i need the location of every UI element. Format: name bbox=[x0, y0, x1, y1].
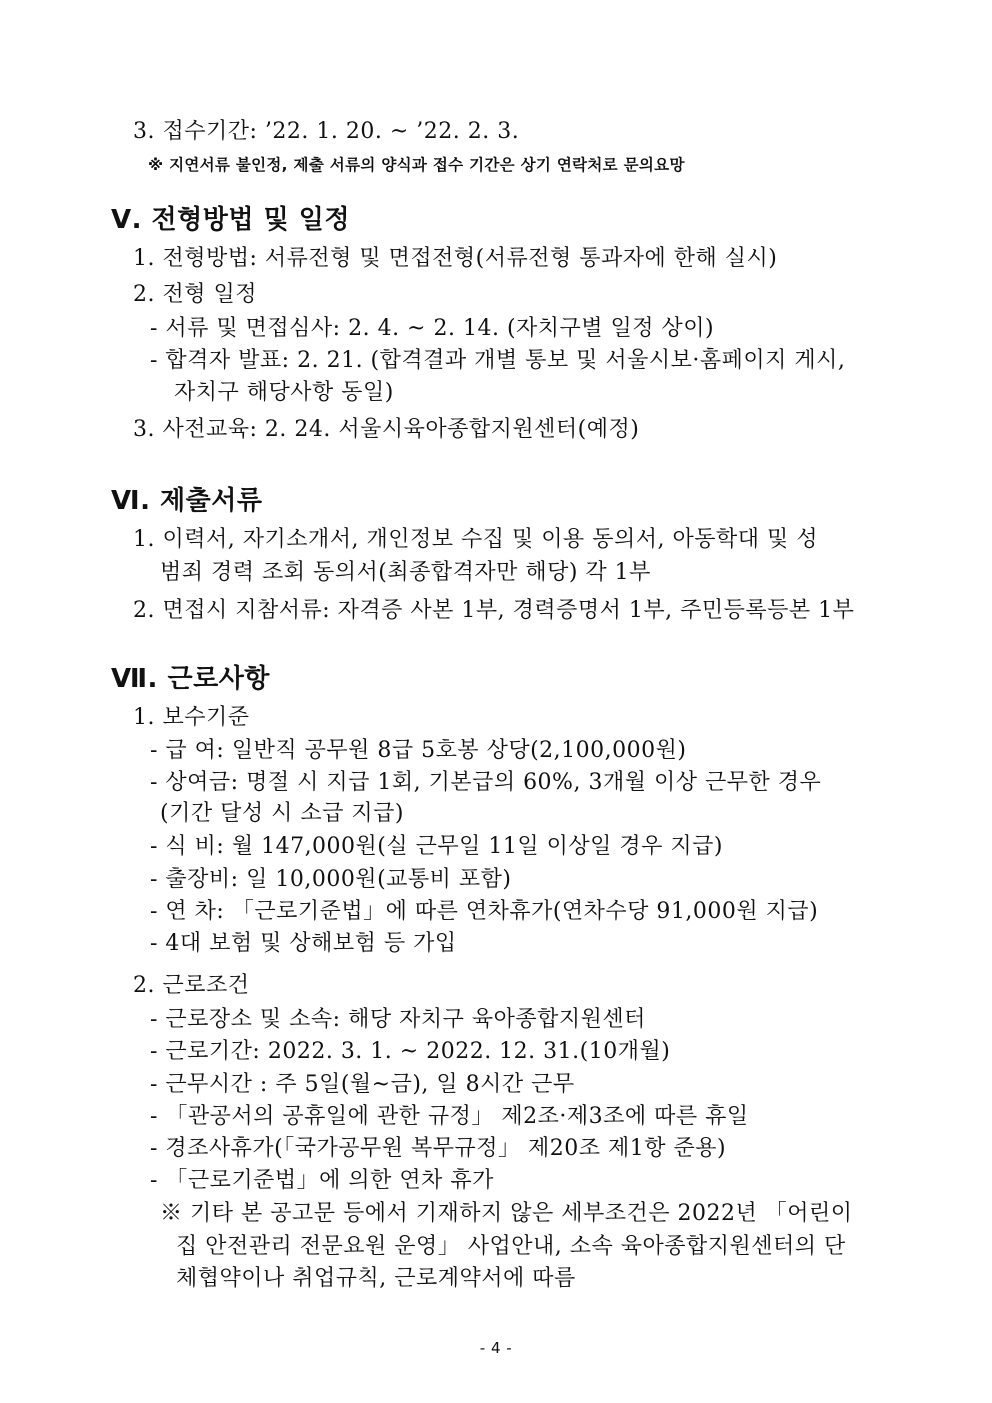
cond-hours: - 근무시간 : 주 5일(월~금), 일 8시간 근무 bbox=[150, 1072, 575, 1097]
section5-sub2-line2: 자치구 해당사항 동일) bbox=[174, 380, 394, 405]
section7-note-line3: 체협약이나 취업규칙, 근로계약서에 따름 bbox=[176, 1266, 576, 1291]
section4-item3: 3. 접수기간: ’22. 1. 20. ~ ’22. 2. 3. bbox=[133, 119, 520, 144]
section5-item3: 3. 사전교육: 2. 24. 서울시육아종합지원센터(예정) bbox=[133, 417, 640, 442]
section5-sub1: - 서류 및 면접심사: 2. 4. ~ 2. 14. (자치구별 일정 상이) bbox=[150, 316, 715, 341]
cond-annual-leave: - 「근로기준법」에 의한 연차 휴가 bbox=[150, 1168, 494, 1193]
section4-note: ※ 지연서류 불인정, 제출 서류의 양식과 접수 기간은 상기 연락처로 문의요망 bbox=[148, 156, 685, 174]
section7-item1: 1. 보수기준 bbox=[133, 705, 250, 730]
pay-meal: - 식 비: 월 147,000원(실 근무일 11일 이상일 경우 지급) bbox=[150, 834, 723, 859]
section5-title: Ⅴ. 전형방법 및 일정 bbox=[111, 205, 350, 235]
section6-item1-line2: 범죄 경력 조회 동의서(최종합격자만 해당) 각 1부 bbox=[160, 560, 651, 585]
cond-holidays: - 「관공서의 공휴일에 관한 규정」 제2조·제3조에 따른 휴일 bbox=[150, 1104, 749, 1129]
section7-note-line2: 집 안전관리 전문요원 운영」 사업안내, 소속 육아종합지원센터의 단 bbox=[176, 1234, 846, 1259]
pay-annual-leave: - 연 차: 「근로기준법」에 따른 연차휴가(연차수당 91,000원 지급) bbox=[150, 899, 819, 924]
pay-bonus-line1: - 상여금: 명절 시 지급 1회, 기본급의 60%, 3개월 이상 근무한 경우 bbox=[150, 770, 822, 795]
cond-family-leave: - 경조사휴가(「국가공무원 복무규정」 제20조 제1항 준용) bbox=[150, 1136, 727, 1161]
section6-title: Ⅵ. 제출서류 bbox=[111, 486, 263, 516]
section5-item1: 1. 전형방법: 서류전형 및 면접전형(서류전형 통과자에 한해 실시) bbox=[133, 246, 778, 271]
cond-location: - 근로장소 및 소속: 해당 자치구 육아종합지원센터 bbox=[150, 1007, 646, 1032]
section6-item2: 2. 면접시 지참서류: 자격증 사본 1부, 경력증명서 1부, 주민등록등본 1부 bbox=[133, 598, 855, 623]
section7-note-line1: ※ 기타 본 공고문 등에서 기재하지 않은 세부조건은 2022년 「어린이 bbox=[160, 1201, 853, 1226]
pay-bonus-line2: (기간 달성 시 소급 지급) bbox=[160, 801, 404, 826]
section5-item2: 2. 전형 일정 bbox=[133, 282, 257, 307]
pay-insurance: - 4대 보험 및 상해보험 등 가입 bbox=[150, 931, 457, 956]
cond-period: - 근로기간: 2022. 3. 1. ~ 2022. 12. 31.(10개월) bbox=[150, 1039, 671, 1064]
pay-travel: - 출장비: 일 10,000원(교통비 포함) bbox=[150, 867, 512, 892]
section7-title: Ⅶ. 근로사항 bbox=[111, 664, 270, 694]
page-number: - 4 - bbox=[479, 1339, 513, 1357]
section7-item2: 2. 근로조건 bbox=[133, 973, 250, 998]
pay-salary: - 급 여: 일반직 공무원 8급 5호봉 상당(2,100,000원) bbox=[150, 738, 687, 763]
section5-sub2-line1: - 합격자 발표: 2. 21. (합격결과 개별 통보 및 서울시보·홈페이지 게시, bbox=[150, 348, 846, 373]
section6-item1-line1: 1. 이력서, 자기소개서, 개인정보 수집 및 이용 동의서, 아동학대 및 성 bbox=[133, 527, 818, 552]
